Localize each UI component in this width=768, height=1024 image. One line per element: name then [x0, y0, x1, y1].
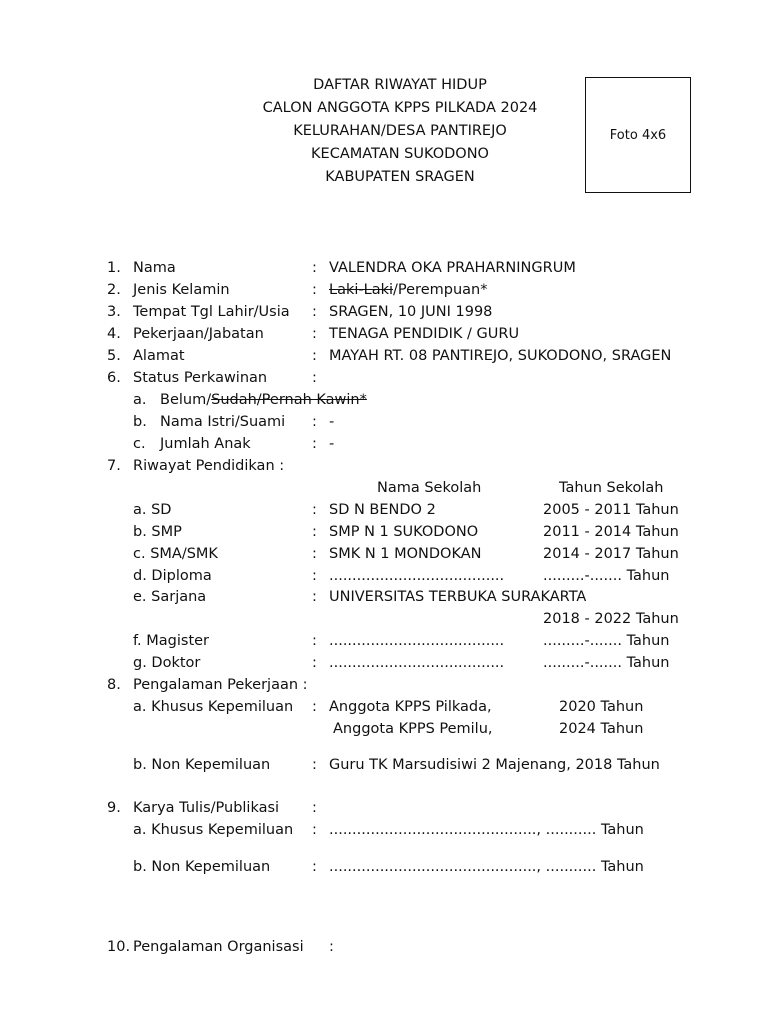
sub-letter: a.	[133, 392, 147, 408]
struck-option: Sudah/Pernah Kawin*	[211, 392, 367, 408]
item-number: 2.	[107, 282, 121, 298]
edu-school: ......................................	[329, 655, 505, 671]
separator: :	[312, 348, 317, 364]
item-number: 1.	[107, 260, 121, 276]
separator: :	[312, 757, 317, 773]
value-jenis-kelamin	[329, 281, 487, 299]
edu-year: .........-....... Tahun	[543, 633, 670, 649]
value-jumlah-anak: -	[329, 436, 335, 452]
separator: :	[329, 939, 334, 955]
separator: :	[312, 414, 317, 430]
edu-school: SD N BENDO 2	[329, 502, 436, 518]
experience-text: Anggota KPPS Pemilu,	[333, 721, 493, 737]
label-organisasi: Pengalaman Organisasi	[133, 939, 304, 955]
separator: :	[312, 502, 317, 518]
value-status-kawin	[160, 391, 367, 409]
separator: :	[312, 370, 317, 386]
item-number: 9.	[107, 800, 121, 816]
separator: :	[312, 655, 317, 671]
doc-subtitle-kabupaten: KABUPATEN SRAGEN	[325, 169, 475, 185]
label-karya-tulis: Karya Tulis/Publikasi	[133, 800, 280, 816]
column-header-year: Tahun Sekolah	[559, 480, 664, 496]
item-number: 8.	[107, 677, 121, 693]
edu-year: 2005 - 2011 Tahun	[543, 502, 679, 518]
sub-letter: b.	[133, 414, 147, 430]
label-jenis-kelamin: Jenis Kelamin	[133, 282, 230, 298]
separator: :	[312, 589, 317, 605]
photo-placeholder	[585, 77, 691, 193]
label-karya-non: b. Non Kepemiluan	[133, 859, 271, 875]
edu-school: ......................................	[329, 633, 505, 649]
separator: :	[312, 546, 317, 562]
edu-year: 2014 - 2017 Tahun	[543, 546, 679, 562]
item-number: 10.	[107, 939, 131, 955]
edu-level: a. SD	[133, 502, 172, 518]
doc-title: DAFTAR RIWAYAT HIDUP	[313, 77, 487, 93]
edu-level: e. Sarjana	[133, 589, 207, 605]
label-jumlah-anak: Jumlah Anak	[160, 436, 251, 452]
doc-subtitle-kecamatan: KECAMATAN SUKODONO	[311, 146, 489, 162]
label-karya-khusus: a. Khusus Kepemiluan	[133, 822, 294, 838]
label-ttl: Tempat Tgl Lahir/Usia	[133, 304, 290, 320]
separator: :	[312, 524, 317, 540]
item-number: 5.	[107, 348, 121, 364]
label-nama: Nama	[133, 260, 176, 276]
separator: :	[312, 304, 317, 320]
label-alamat: Alamat	[133, 348, 185, 364]
value-pekerjaan: TENAGA PENDIDIK / GURU	[329, 326, 520, 342]
edu-level: d. Diploma	[133, 568, 212, 584]
value-nama-pasangan: -	[329, 414, 335, 430]
experience-text: Anggota KPPS Pilkada,	[329, 699, 492, 715]
struck-option: Laki-Laki	[329, 282, 394, 298]
separator: :	[312, 822, 317, 838]
separator: :	[312, 260, 317, 276]
edu-school: UNIVERSITAS TERBUKA SURAKARTA	[329, 589, 587, 605]
edu-level: g. Doktor	[133, 655, 201, 671]
edu-school: ......................................	[329, 568, 505, 584]
doc-subtitle-kpps: CALON ANGGOTA KPPS PILKADA 2024	[262, 100, 538, 116]
separator: :	[312, 859, 317, 875]
photo-label: Foto 4x6	[609, 127, 667, 143]
edu-level: b. SMP	[133, 524, 182, 540]
separator: :	[312, 800, 317, 816]
experience-year: 2024 Tahun	[559, 721, 644, 737]
value-alamat: MAYAH RT. 08 PANTIREJO, SUKODONO, SRAGEN	[329, 348, 672, 364]
separator: :	[312, 326, 317, 342]
selected-option: Belum/	[160, 392, 212, 408]
separator: :	[312, 436, 317, 452]
edu-school: SMK N 1 MONDOKAN	[329, 546, 482, 562]
separator: :	[312, 699, 317, 715]
value-karya-khusus: ............................................., ........... Tahun	[329, 822, 644, 838]
label-pekerjaan: Pekerjaan/Jabatan	[133, 326, 264, 342]
label-status: Status Perkawinan	[133, 370, 268, 386]
separator: :	[312, 568, 317, 584]
item-number: 3.	[107, 304, 121, 320]
label-pengalaman: Pengalaman Pekerjaan :	[133, 677, 308, 693]
edu-year: .........-....... Tahun	[543, 655, 670, 671]
value-ttl: SRAGEN, 10 JUNI 1998	[329, 304, 493, 320]
edu-level: f. Magister	[133, 633, 210, 649]
sub-letter: c.	[133, 436, 146, 452]
item-number: 7.	[107, 458, 121, 474]
value-karya-non: ............................................., ........... Tahun	[329, 859, 644, 875]
item-number: 4.	[107, 326, 121, 342]
value-non-kepemiluan: Guru TK Marsudisiwi 2 Majenang, 2018 Tahun	[329, 757, 660, 773]
edu-school: SMP N 1 SUKODONO	[329, 524, 479, 540]
edu-year: 2018 - 2022 Tahun	[543, 611, 679, 627]
doc-subtitle-desa: KELURAHAN/DESA PANTIREJO	[293, 123, 507, 139]
edu-level: c. SMA/SMK	[133, 546, 218, 562]
column-header-school: Nama Sekolah	[377, 480, 482, 496]
label-khusus-kepemiluan: a. Khusus Kepemiluan	[133, 699, 294, 715]
separator: :	[312, 282, 317, 298]
edu-year: 2011 - 2014 Tahun	[543, 524, 679, 540]
label-non-kepemiluan: b. Non Kepemiluan	[133, 757, 271, 773]
label-nama-pasangan: Nama Istri/Suami	[160, 414, 286, 430]
experience-year: 2020 Tahun	[559, 699, 644, 715]
value-nama: VALENDRA OKA PRAHARNINGRUM	[329, 260, 576, 276]
item-number: 6.	[107, 370, 121, 386]
selected-option: /Perempuan*	[393, 282, 488, 298]
edu-year: .........-....... Tahun	[543, 568, 670, 584]
label-pendidikan: Riwayat Pendidikan :	[133, 458, 285, 474]
separator: :	[312, 633, 317, 649]
